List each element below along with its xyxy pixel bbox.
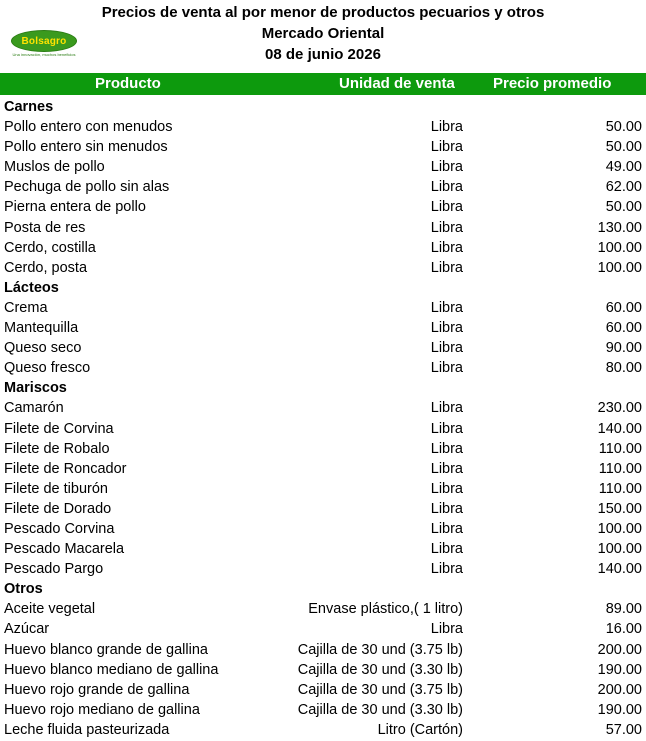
table-row bbox=[0, 358, 646, 378]
price-table bbox=[0, 97, 646, 740]
unit-cell: Libra bbox=[430, 199, 463, 216]
product-cell: Camarón bbox=[4, 400, 64, 417]
report-date: 08 de junio 2026 bbox=[265, 46, 381, 63]
unit-cell: Libra bbox=[430, 500, 463, 517]
product-cell: Aceite vegetal bbox=[4, 601, 96, 618]
price-cell: 62.00 bbox=[605, 179, 642, 196]
category-row bbox=[0, 378, 646, 398]
unit-cell: Litro (Cartón) bbox=[377, 721, 463, 738]
product-cell: Queso fresco bbox=[4, 360, 91, 377]
table-row bbox=[0, 137, 646, 157]
product-cell: Filete de Robalo bbox=[4, 440, 110, 457]
table-row bbox=[0, 218, 646, 238]
column-header-price: Precio promedio bbox=[493, 75, 612, 92]
product-cell: Pescado Pargo bbox=[4, 561, 104, 578]
product-cell: Pescado Corvina bbox=[4, 520, 115, 537]
unit-cell: Libra bbox=[430, 360, 463, 377]
price-cell: 110.00 bbox=[598, 460, 642, 477]
product-cell: Pierna entera de pollo bbox=[4, 199, 146, 216]
price-cell: 100.00 bbox=[597, 259, 642, 276]
product-cell: Mantequilla bbox=[4, 320, 79, 337]
price-cell: 80.00 bbox=[605, 360, 642, 377]
table-row bbox=[0, 238, 646, 258]
table-row bbox=[0, 720, 646, 740]
table-row bbox=[0, 439, 646, 459]
category-label: Mariscos bbox=[4, 380, 67, 397]
price-cell: 57.00 bbox=[605, 721, 642, 738]
price-cell: 60.00 bbox=[605, 320, 642, 337]
unit-cell: Libra bbox=[430, 320, 463, 337]
table-row bbox=[0, 680, 646, 700]
price-cell: 89.00 bbox=[605, 601, 642, 618]
unit-cell: Libra bbox=[430, 561, 463, 578]
product-cell: Pollo entero sin menudos bbox=[4, 139, 168, 156]
product-cell: Huevo rojo grande de gallina bbox=[4, 681, 190, 698]
price-cell: 140.00 bbox=[597, 561, 642, 578]
product-cell: Pollo entero con menudos bbox=[4, 119, 173, 136]
table-row bbox=[0, 258, 646, 278]
page-title: Precios de venta al por menor de productos pecuarios y otros bbox=[101, 4, 545, 21]
product-cell: Filete de tiburón bbox=[4, 480, 108, 497]
table-row bbox=[0, 519, 646, 539]
price-cell: 16.00 bbox=[605, 621, 642, 638]
category-label: Lácteos bbox=[4, 279, 59, 296]
category-row bbox=[0, 97, 646, 117]
table-row bbox=[0, 479, 646, 499]
category-row bbox=[0, 278, 646, 298]
product-cell: Cerdo, costilla bbox=[4, 239, 96, 256]
table-row bbox=[0, 157, 646, 177]
unit-cell: Libra bbox=[430, 139, 463, 156]
price-cell: 200.00 bbox=[597, 641, 642, 658]
column-header-product: Producto bbox=[95, 75, 161, 92]
unit-cell: Envase plástico,( 1 litro) bbox=[308, 601, 463, 618]
category-label: Carnes bbox=[4, 99, 54, 115]
price-cell: 190.00 bbox=[597, 701, 642, 718]
product-cell: Huevo blanco grande de gallina bbox=[4, 641, 208, 658]
market-name: Mercado Oriental bbox=[261, 25, 385, 42]
unit-cell: Libra bbox=[430, 219, 463, 236]
table-row bbox=[0, 619, 646, 639]
column-header-unit: Unidad de venta bbox=[339, 75, 455, 92]
product-cell: Pechuga de pollo sin alas bbox=[4, 179, 170, 196]
product-cell: Crema bbox=[4, 299, 48, 316]
unit-cell: Libra bbox=[430, 621, 463, 638]
unit-cell: Libra bbox=[430, 480, 463, 497]
unit-cell: Libra bbox=[430, 400, 463, 417]
price-cell: 50.00 bbox=[605, 119, 642, 136]
table-row bbox=[0, 338, 646, 358]
product-cell: Filete de Roncador bbox=[4, 460, 127, 477]
logo-text: Bolsagro bbox=[21, 35, 67, 47]
price-cell: 130.00 bbox=[597, 219, 642, 236]
unit-cell: Libra bbox=[430, 420, 463, 437]
table-row bbox=[0, 599, 646, 619]
product-cell: Azúcar bbox=[4, 621, 50, 638]
product-cell: Huevo blanco mediano de gallina bbox=[4, 661, 219, 678]
table-row bbox=[0, 499, 646, 519]
price-cell: 100.00 bbox=[597, 520, 642, 537]
category-row bbox=[0, 579, 646, 599]
price-cell: 110.00 bbox=[598, 440, 642, 457]
table-header bbox=[0, 73, 646, 95]
unit-cell: Libra bbox=[430, 541, 463, 558]
table-row bbox=[0, 298, 646, 318]
table-row bbox=[0, 318, 646, 338]
price-cell: 150.00 bbox=[597, 500, 642, 517]
price-cell: 190.00 bbox=[597, 661, 642, 678]
price-cell: 60.00 bbox=[605, 299, 642, 316]
price-cell: 50.00 bbox=[605, 139, 642, 156]
price-cell: 100.00 bbox=[597, 239, 642, 256]
unit-cell: Cajilla de 30 und (3.75 lb) bbox=[297, 641, 463, 658]
table-row bbox=[0, 459, 646, 479]
price-cell: 200.00 bbox=[597, 681, 642, 698]
product-cell: Cerdo, posta bbox=[4, 259, 88, 276]
product-cell: Pescado Macarela bbox=[4, 541, 125, 558]
table-row bbox=[0, 197, 646, 217]
unit-cell: Libra bbox=[430, 179, 463, 196]
unit-cell: Cajilla de 30 und (3.30 lb) bbox=[297, 701, 463, 718]
table-row bbox=[0, 700, 646, 720]
table-row bbox=[0, 640, 646, 660]
price-cell: 140.00 bbox=[597, 420, 642, 437]
unit-cell: Cajilla de 30 und (3.30 lb) bbox=[297, 661, 463, 678]
unit-cell: Libra bbox=[430, 340, 463, 357]
unit-cell: Libra bbox=[430, 119, 463, 136]
product-cell: Huevo rojo mediano de gallina bbox=[4, 701, 200, 718]
unit-cell: Libra bbox=[430, 520, 463, 537]
price-cell: 49.00 bbox=[605, 159, 642, 176]
report-header bbox=[0, 0, 646, 70]
price-cell: 50.00 bbox=[605, 199, 642, 216]
table-row bbox=[0, 559, 646, 579]
price-cell: 90.00 bbox=[605, 340, 642, 357]
unit-cell: Libra bbox=[430, 239, 463, 256]
price-cell: 230.00 bbox=[597, 400, 642, 417]
product-cell: Filete de Dorado bbox=[4, 500, 112, 517]
category-label: Otros bbox=[4, 581, 43, 598]
unit-cell: Libra bbox=[430, 299, 463, 316]
product-cell: Queso seco bbox=[4, 340, 82, 357]
table-row bbox=[0, 539, 646, 559]
product-cell: Leche fluida pasteurizada bbox=[4, 721, 170, 738]
unit-cell: Libra bbox=[430, 259, 463, 276]
logo-tagline: Una innovación, muchos beneficios bbox=[12, 52, 76, 57]
price-cell: 110.00 bbox=[598, 480, 642, 497]
table-row bbox=[0, 117, 646, 137]
product-cell: Filete de Corvina bbox=[4, 420, 114, 437]
table-row bbox=[0, 177, 646, 197]
table-row bbox=[0, 419, 646, 439]
table-row bbox=[0, 660, 646, 680]
unit-cell: Libra bbox=[430, 440, 463, 457]
unit-cell: Libra bbox=[430, 159, 463, 176]
bolsagro-logo bbox=[11, 30, 77, 60]
price-cell: 100.00 bbox=[597, 541, 642, 558]
product-cell: Muslos de pollo bbox=[4, 159, 105, 176]
unit-cell: Libra bbox=[430, 460, 463, 477]
table-row bbox=[0, 398, 646, 418]
logo-ellipse bbox=[11, 30, 77, 52]
unit-cell: Cajilla de 30 und (3.75 lb) bbox=[297, 681, 463, 698]
product-cell: Posta de res bbox=[4, 219, 86, 236]
title-block bbox=[0, 2, 646, 65]
